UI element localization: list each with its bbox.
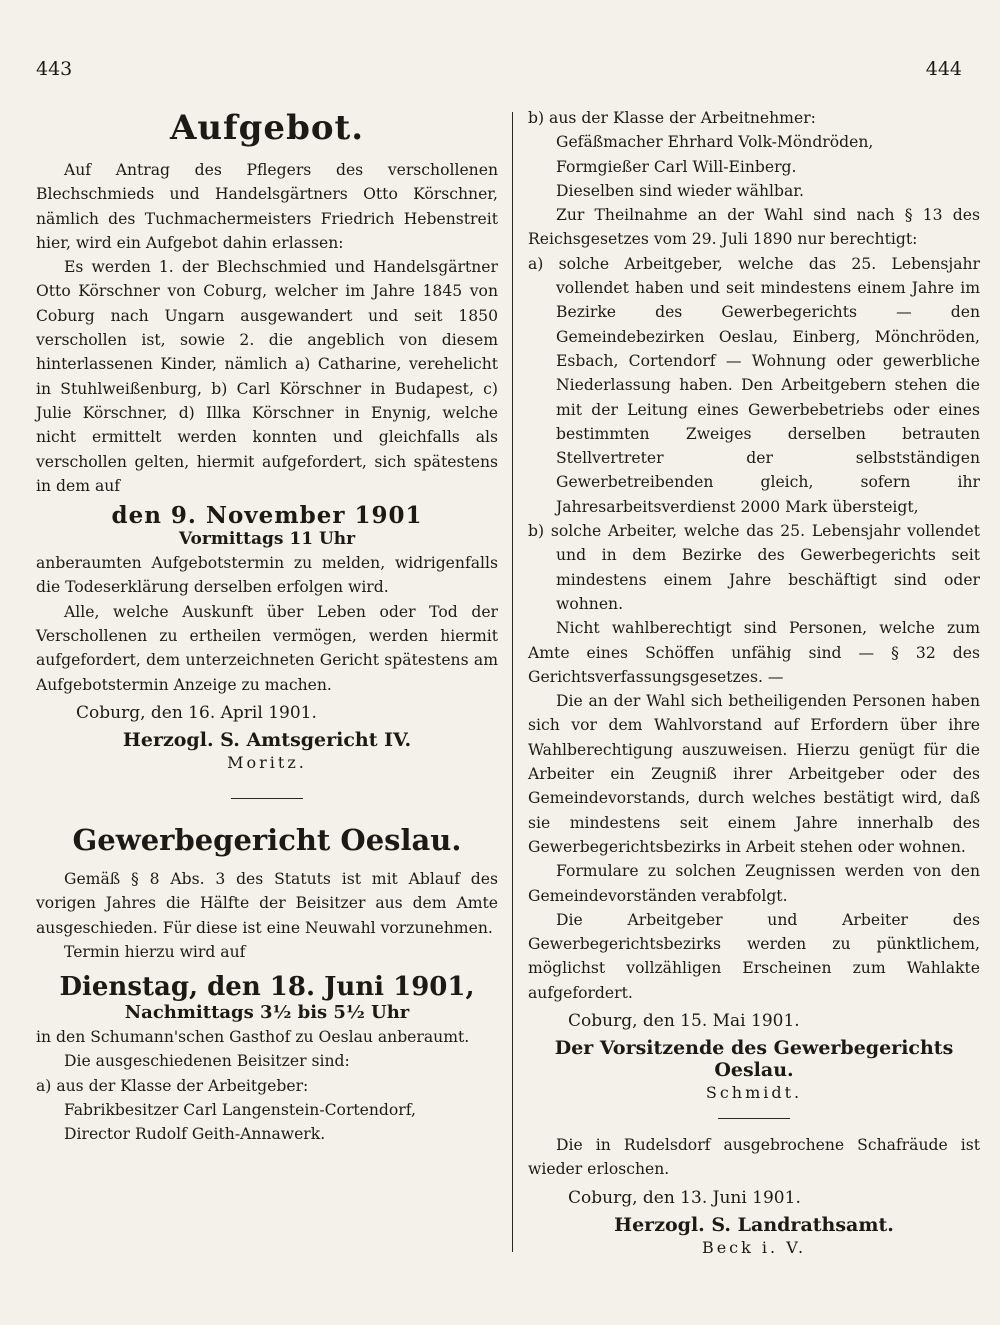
gewerbegericht-signature: Schmidt. — [705, 1082, 803, 1102]
section-separator-right — [718, 1118, 790, 1119]
aufgebot-title: Aufgebot. — [169, 108, 365, 148]
section-separator — [231, 798, 303, 799]
gewerbegericht-section — [36, 823, 498, 1147]
aufgebot-call: Alle, welche Auskunft über Leben oder Tod der Verschollenen zu ertheilen vermögen, werden hiermit aufgefordert, dem unterzeichneten Gericht spätestens am Aufgebotstermin Anzeige zu machen. — [36, 602, 498, 694]
aufgebot-summons: Es werden 1. der Blechschmied und Handelsgärtner Otto Körschner von Coburg, welcher im Jahre 1845 von Coburg nach Ungarn ausgewandert und seit 1850 verschollen ist, sowie 2. die angeblich von diesem hinterlassenen Kinder, nämlich a) Catharine, verehelicht in Stuhlweißenburg, b) Carl Körschner in Budapest, c) Julie Körschner, d) Illka Körschner in Enynig, welche nicht ermittelt werden konnten und gleichfalls als verschollen gelten, hiermit aufgefordert, sich spätestens in dem auf — [36, 258, 498, 495]
aufgebot-time: Vormittags 11 Uhr — [178, 529, 356, 550]
gewerbegericht-venue: in den Schumann'schen Gasthof zu Oeslau anberaumt. — [36, 1028, 470, 1047]
aufgebot-section — [36, 108, 498, 772]
notice-place-date: Coburg, den 13. Juni 1901. — [568, 1187, 801, 1208]
gewerbegericht-intro: Gemäß § 8 Abs. 3 des Statuts ist mit Ablauf des vorigen Jahres die Hälfte der Beisitzer aus dem Amte ausgeschieden. Für diese ist eine Neuwahl vorzunehmen. — [36, 869, 498, 937]
member-employer-1: Fabrikbesitzer Carl Langenstein-Cortendorf, — [64, 1101, 416, 1120]
member-employee-2: Formgießer Carl Will-Einberg. — [556, 157, 797, 176]
aufgebot-date: den 9. November 1901 — [111, 502, 423, 530]
participation-rule: Zur Theilnahme an der Wahl sind nach § 13 des Reichsgesetzes vom 29. Juli 1890 nur berechtigt: — [528, 206, 980, 249]
column-divider — [512, 112, 513, 1252]
right-column — [528, 106, 980, 1257]
gewerbegericht-members-intro: Die ausgeschiedenen Beisitzer sind: — [64, 1052, 350, 1071]
members-employers-heading: a) aus der Klasse der Arbeitgeber: — [36, 1076, 309, 1095]
gewerbegericht-term-intro: Termin hierzu wird auf — [64, 942, 246, 961]
aufgebot-authority: Herzogl. S. Amtsgericht IV. — [122, 728, 412, 751]
left-column — [36, 108, 498, 1147]
notice-authority: Herzogl. S. Landrathsamt. — [614, 1213, 894, 1236]
condition-a: a) solche Arbeitgeber, welche das 25. Lebensjahr vollendet haben und seit mindestens einem Jahre im Bezirke des Gewerbegerichts — den Gemeindebezirken Oeslau, Einberg, Mönchröden, Esbach, Cortendorf — Wohnung oder gewerbliche Niederlassung haben. Den Arbeitgebern stehen die mit der Leitung eines Gewerbebetriebs oder eines bestimmten Zweiges derselben betrauten Stellvertreter der selbstständigen Gewerbetreibenden gleich, sofern ihr Jahresarbeitsverdienst 2000 Mark übersteigt, — [528, 254, 980, 516]
condition-b: b) solche Arbeiter, welche das 25. Lebensjahr vollendet und in dem Bezirke des Gewerbegerichts seit mindestens einem Jahre beschäftigt sind oder wohnen. — [528, 522, 980, 613]
gewerbegericht-title: Gewerbegericht Oeslau. — [72, 822, 462, 857]
gewerbegericht-place-date: Coburg, den 15. Mai 1901. — [568, 1010, 800, 1031]
gewerbegericht-time: Nachmittags 3½ bis 5½ Uhr — [124, 1002, 410, 1024]
notice-signature: Beck i. V. — [701, 1237, 807, 1257]
identification-note: Die an der Wahl sich betheiligenden Personen haben sich vor dem Wahlvorstand auf Erfordern über ihre Wahlberechtigung auszuweisen. Hierzu genügt für die Arbeiter ein Zeugniß ihrer Arbeitgeber oder des Gemeindevorstands, durch welches bestätigt wird, daß sie mindestens seit einem Jahre innerhalb des Gewerbegerichtsbezirks in Arbeit stehen oder wohnen. — [528, 692, 980, 856]
aufgebot-warning: anberaumten Aufgebotstermin zu melden, widrigenfalls die Todeserklärung derselben erfolgen wird. — [36, 554, 498, 597]
page-number-right: 444 — [925, 58, 962, 80]
aufgebot-intro: Auf Antrag des Pflegers des verschollenen Blechschmieds und Handelsgärtners Otto Körschner, nämlich des Tuchmachermeisters Friedrich Hebenstreit hier, wird ein Aufgebot dahin erlassen: — [36, 161, 498, 252]
aufgebot-signature: Moritz. — [227, 752, 307, 772]
reeligible-note: Dieselben sind wieder wählbar. — [556, 181, 804, 200]
gewerbegericht-date: Dienstag, den 18. Juni 1901, — [59, 972, 475, 1003]
forms-note: Formulare zu solchen Zeugnissen werden von den Gemeindevorständen verabfolgt. — [528, 862, 980, 905]
member-employer-2: Director Rudolf Geith-Annawerk. — [64, 1125, 326, 1144]
sheep-scab-notice: Die in Rudelsdorf ausgebrochene Schafräude ist wieder erloschen. — [528, 1135, 980, 1179]
gewerbegericht-authority: Der Vorsitzende des Gewerbegerichts Oeslau. — [554, 1036, 954, 1081]
members-employees-heading: b) aus der Klasse der Arbeitnehmer: — [528, 109, 816, 127]
aufgebot-place-date: Coburg, den 16. April 1901. — [76, 702, 317, 723]
invitation-note: Die Arbeitgeber und Arbeiter des Gewerbegerichtsbezirks werden zu pünktlichem, möglichst vollzähligen Erscheinen zum Wahlakte aufgefordert. — [528, 910, 980, 1002]
not-eligible-note: Nicht wahlberechtigt sind Personen, welche zum Amte eines Schöffen unfähig sind — § 32 des Gerichtsverfassungsgesetzes. — — [528, 619, 980, 686]
member-employee-1: Gefäßmacher Ehrhard Volk-Möndröden, — [556, 133, 874, 152]
page-number-left: 443 — [36, 58, 73, 80]
